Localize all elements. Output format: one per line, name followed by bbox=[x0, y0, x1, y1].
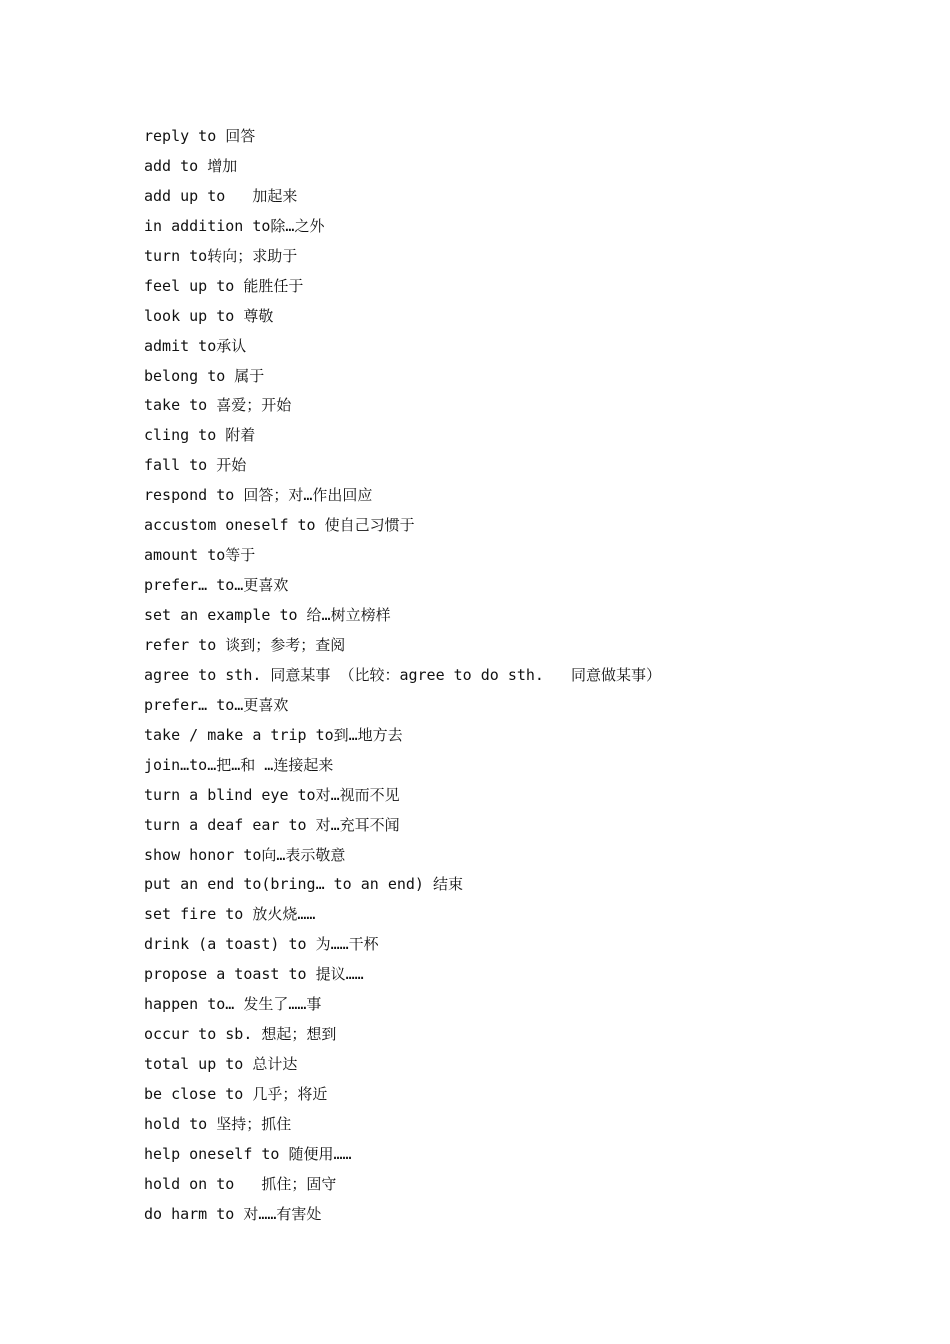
phrase-line-14: accustom oneself to 使自己习惯于 bbox=[144, 516, 415, 535]
phrase-line-15: amount to等于 bbox=[144, 546, 256, 565]
phrase-line-3: add up to 加起来 bbox=[144, 186, 298, 205]
phrase-line-24: turn a deaf ear to 对…充耳不闻 bbox=[144, 815, 400, 834]
phrase-line-13: respond to 回答；对…作出回应 bbox=[144, 486, 373, 505]
phrase-line-7: look up to 尊敬 bbox=[144, 306, 274, 325]
phrase-line-28: drink (a toast) to 为……干杯 bbox=[144, 935, 379, 954]
phrase-line-9: belong to 属于 bbox=[144, 366, 265, 385]
phrase-line-21: take / make a trip to到…地方去 bbox=[144, 725, 403, 744]
phrase-list bbox=[144, 122, 661, 1230]
phrase-line-16: prefer… to…更喜欢 bbox=[144, 576, 289, 595]
phrase-line-2: add to 增加 bbox=[144, 156, 238, 175]
phrase-line-6: feel up to 能胜任于 bbox=[144, 276, 304, 295]
phrase-line-5: turn to转向；求助于 bbox=[144, 246, 298, 265]
phrase-line-34: hold to 坚持；抓住 bbox=[144, 1114, 292, 1133]
phrase-line-19: agree to sth. 同意某事 （比较：agree to do sth. 同意做某事） bbox=[144, 665, 662, 684]
phrase-line-17: set an example to 给…树立榜样 bbox=[144, 606, 391, 624]
phrase-line-4: in addition to除…之外 bbox=[144, 216, 325, 235]
phrase-line-31: occur to sb. 想起；想到 bbox=[144, 1025, 337, 1044]
phrase-line-1: reply to 回答 bbox=[144, 127, 256, 145]
phrase-line-33: be close to 几乎；将近 bbox=[144, 1085, 328, 1103]
phrase-line-10: take to 喜爱；开始 bbox=[144, 396, 292, 415]
phrase-line-12: fall to 开始 bbox=[144, 456, 247, 475]
phrase-line-11: cling to 附着 bbox=[144, 426, 256, 445]
phrase-line-22: join…to…把…和 …连接起来 bbox=[144, 755, 334, 774]
phrase-line-20: prefer… to…更喜欢 bbox=[144, 695, 289, 714]
phrase-line-23: turn a blind eye to对…视而不见 bbox=[144, 785, 400, 804]
phrase-line-18: refer to 谈到；参考；查阅 bbox=[144, 635, 346, 654]
phrase-line-29: propose a toast to 提议…… bbox=[144, 965, 364, 984]
phrase-line-25: show honor to向…表示敬意 bbox=[144, 845, 346, 864]
phrase-line-36: hold on to 抓住；固守 bbox=[144, 1174, 337, 1193]
phrase-line-32: total up to 总计达 bbox=[144, 1055, 298, 1074]
phrase-line-26: put an end to(bring… to an end) 结束 bbox=[144, 875, 463, 894]
phrase-line-8: admit to承认 bbox=[144, 336, 247, 355]
phrase-line-27: set fire to 放火烧…… bbox=[144, 905, 316, 924]
phrase-line-37: do harm to 对……有害处 bbox=[144, 1204, 322, 1223]
phrase-line-35: help oneself to 随便用…… bbox=[144, 1144, 352, 1163]
phrase-line-30: happen to… 发生了……事 bbox=[144, 995, 322, 1014]
